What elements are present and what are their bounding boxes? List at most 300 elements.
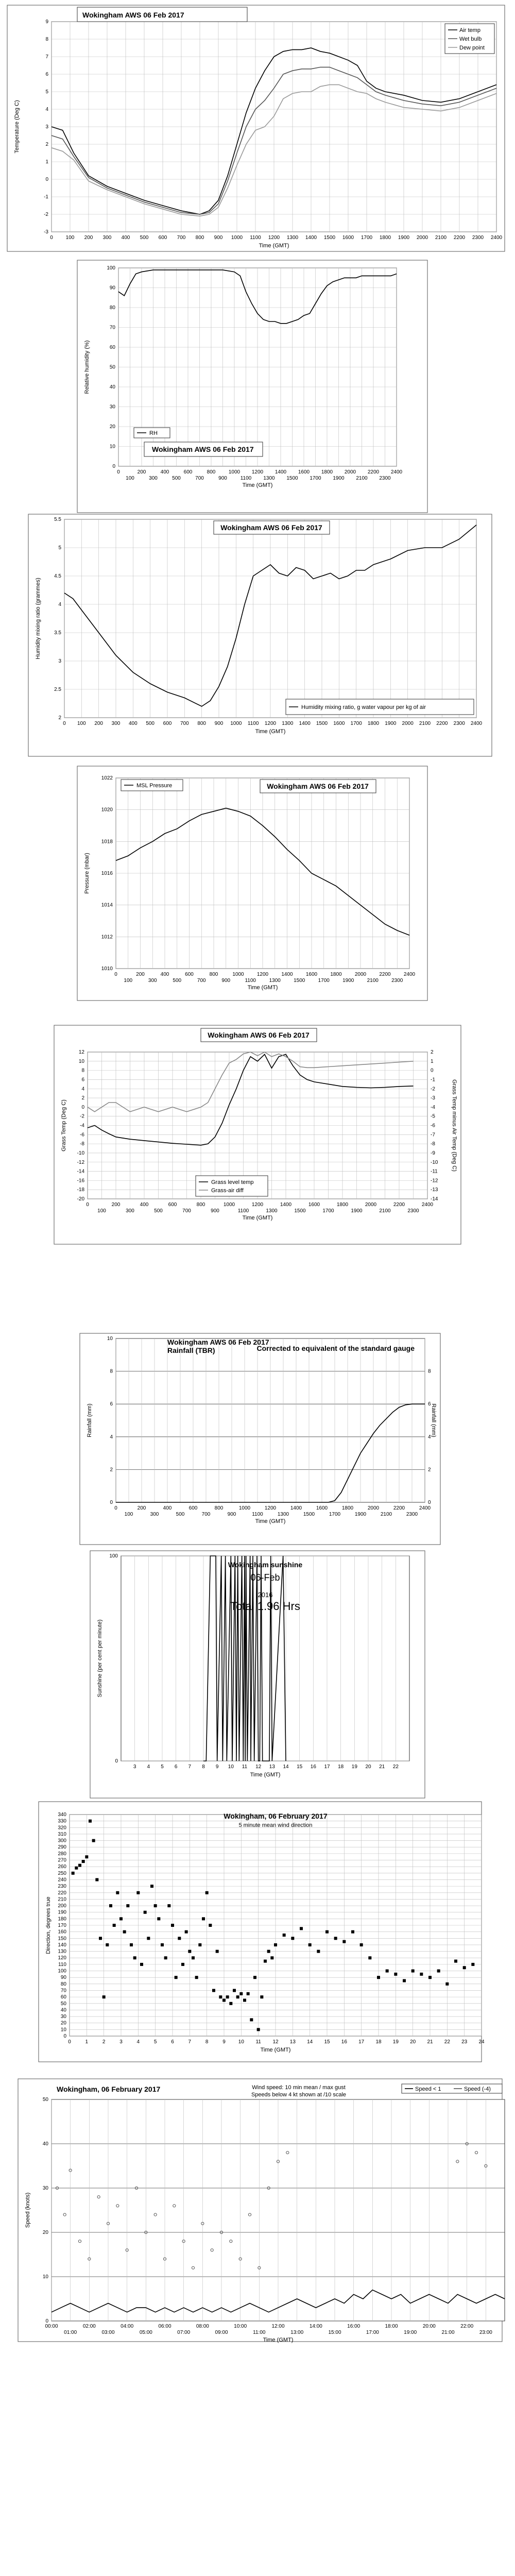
chart-panel-7 bbox=[90, 1551, 425, 1798]
legend-label: MSL Pressure bbox=[136, 783, 173, 789]
y-tick-label: 160 bbox=[58, 1929, 66, 1935]
x-tick-label: 2400 bbox=[470, 721, 483, 726]
x-tick-label: 16 bbox=[310, 1764, 316, 1770]
x-tick-label: 01:00 bbox=[64, 2330, 77, 2335]
x-tick-label: 18:00 bbox=[385, 2324, 398, 2329]
data-point bbox=[420, 1973, 423, 1976]
x-tick-label: 13 bbox=[289, 2039, 296, 2045]
x-tick-label: 23 bbox=[461, 2039, 468, 2045]
data-point bbox=[403, 1979, 406, 1982]
y-tick-label: 6 bbox=[45, 72, 48, 77]
data-point bbox=[247, 1992, 250, 1995]
data-point bbox=[188, 1950, 191, 1953]
x-tick-label: 2100 bbox=[356, 476, 368, 481]
x-tick-label: 200 bbox=[136, 972, 145, 977]
x-tick-label: 100 bbox=[77, 721, 86, 726]
x-tick-label: 1400 bbox=[290, 1505, 302, 1511]
data-point bbox=[181, 1963, 184, 1966]
x-tick-label: 1900 bbox=[385, 721, 397, 726]
y-axis-label: Sunshine (per cent per minute) bbox=[97, 1619, 103, 1698]
data-point bbox=[463, 1966, 466, 1969]
x-tick-label: 100 bbox=[124, 978, 133, 984]
y2-tick-label: 2 bbox=[428, 1467, 431, 1473]
data-point bbox=[109, 1904, 112, 1907]
y-tick-label: 6 bbox=[81, 1077, 84, 1083]
y-tick-label: 20 bbox=[42, 2230, 48, 2235]
x-tick-label: 500 bbox=[146, 721, 155, 726]
legend-label: Air temp bbox=[459, 27, 480, 33]
y-tick-label: 3 bbox=[45, 124, 48, 130]
x-tick-label: 21:00 bbox=[441, 2330, 455, 2335]
data-point bbox=[233, 1989, 236, 1992]
x-tick-label: 600 bbox=[158, 235, 167, 241]
data-point bbox=[123, 1930, 126, 1934]
x-tick-label: 1300 bbox=[277, 1512, 289, 1517]
y-tick-label: 260 bbox=[58, 1864, 66, 1870]
y-tick-label: 100 bbox=[107, 265, 115, 271]
data-point bbox=[198, 1943, 201, 1946]
x-tick-label: 1200 bbox=[264, 721, 277, 726]
data-point bbox=[167, 1904, 170, 1907]
x-tick-label: 1900 bbox=[398, 235, 410, 241]
y-tick-label: 4 bbox=[81, 1086, 84, 1092]
data-point bbox=[222, 1998, 226, 2002]
x-tick-label: 5 bbox=[153, 2039, 157, 2045]
y-tick-label: 50 bbox=[60, 2001, 66, 2007]
y-tick-label: 0 bbox=[115, 1758, 118, 1764]
x-tick-label: 1800 bbox=[367, 721, 380, 726]
data-point bbox=[267, 1950, 270, 1953]
y-tick-label: 5 bbox=[58, 545, 61, 551]
x-tick-label: 1600 bbox=[308, 1202, 320, 1208]
y-tick-label: 10 bbox=[109, 444, 115, 450]
legend-label: Humidity mixing ratio, g water vapour per kg of air bbox=[301, 704, 426, 710]
y-tick-label: 30 bbox=[60, 2014, 66, 2020]
y-tick-label: -4 bbox=[80, 1123, 84, 1129]
y-tick-label: 280 bbox=[58, 1851, 66, 1857]
y-tick-label: 0 bbox=[81, 1104, 84, 1110]
plot-area bbox=[121, 1556, 409, 1761]
y-tick-label: -8 bbox=[80, 1141, 84, 1147]
y2-axis-label: Rainfall (mm) bbox=[431, 1403, 437, 1437]
data-point bbox=[147, 1937, 150, 1940]
data-point bbox=[274, 1943, 277, 1946]
x-axis-label: Time (GMT) bbox=[250, 1772, 281, 1778]
x-tick-label: 1100 bbox=[237, 1208, 249, 1214]
data-point bbox=[394, 1973, 397, 1976]
y-tick-label: 340 bbox=[58, 1812, 66, 1818]
x-tick-label: 1500 bbox=[323, 235, 336, 241]
legend-label: Grass level temp bbox=[211, 1179, 254, 1185]
chart-title: Wokingham AWS 06 Feb 2017 bbox=[152, 445, 254, 453]
y-tick-label: 80 bbox=[109, 305, 115, 311]
x-tick-label: 1400 bbox=[280, 1202, 292, 1208]
x-tick-label: 500 bbox=[154, 1208, 163, 1214]
legend-label: RH bbox=[149, 430, 158, 436]
x-tick-label: 1900 bbox=[354, 1512, 367, 1517]
x-tick-label: 0 bbox=[68, 2039, 71, 2045]
x-tick-label: 300 bbox=[102, 235, 112, 241]
x-tick-label: 2100 bbox=[380, 1512, 392, 1517]
y-tick-label: 1010 bbox=[101, 966, 113, 972]
x-tick-label: 1800 bbox=[341, 1505, 354, 1511]
data-point bbox=[99, 1937, 102, 1940]
x-tick-label: 6 bbox=[171, 2039, 174, 2045]
x-axis-label: Time (GMT) bbox=[242, 482, 273, 488]
x-tick-label: 0 bbox=[86, 1202, 89, 1208]
y-tick-label: 4 bbox=[58, 602, 61, 607]
x-tick-label: 1800 bbox=[379, 235, 391, 241]
data-point bbox=[253, 1976, 256, 1979]
x-tick-label: 500 bbox=[140, 235, 149, 241]
x-tick-label: 400 bbox=[163, 1505, 172, 1511]
x-tick-label: 2000 bbox=[354, 972, 367, 977]
y2-tick-label: -6 bbox=[431, 1123, 435, 1129]
x-tick-label: 800 bbox=[197, 721, 207, 726]
chart-year: 2016 bbox=[258, 1591, 273, 1599]
y-axis-label: Rainfall (mm) bbox=[87, 1403, 93, 1437]
y-tick-label: 2 bbox=[45, 142, 48, 147]
data-point bbox=[386, 1970, 389, 1973]
x-tick-label: 700 bbox=[197, 978, 206, 984]
x-tick-label: 1300 bbox=[269, 978, 281, 984]
x-tick-label: 21 bbox=[379, 1764, 385, 1770]
x-tick-label: 11 bbox=[242, 1764, 248, 1770]
data-point bbox=[351, 1930, 354, 1934]
chart-panel-9 bbox=[18, 2079, 505, 2343]
y-tick-label: 220 bbox=[58, 1890, 66, 1896]
x-tick-label: 0 bbox=[114, 1505, 117, 1511]
x-tick-label: 200 bbox=[84, 235, 93, 241]
chart-panel-3 bbox=[28, 514, 492, 756]
x-tick-label: 400 bbox=[160, 972, 169, 977]
chart-panel-6 bbox=[80, 1333, 440, 1545]
y-axis-label: Direction, degrees true bbox=[45, 1896, 52, 1954]
x-tick-label: 500 bbox=[172, 476, 181, 481]
x-tick-label: 800 bbox=[196, 1202, 205, 1208]
x-tick-label: 600 bbox=[188, 1505, 198, 1511]
x-tick-label: 0 bbox=[114, 972, 117, 977]
x-tick-label: 900 bbox=[214, 235, 223, 241]
x-tick-label: 4 bbox=[136, 2039, 140, 2045]
legend-label: Dew point bbox=[459, 45, 485, 51]
x-tick-label: 2400 bbox=[419, 1505, 431, 1511]
y-tick-label: 10 bbox=[42, 2274, 48, 2280]
x-tick-label: 1400 bbox=[274, 469, 287, 475]
x-axis-label: Time (GMT) bbox=[260, 2047, 291, 2053]
x-tick-label: 1200 bbox=[251, 1202, 264, 1208]
x-tick-label: 1000 bbox=[228, 469, 241, 475]
y-axis-label: Pressure (mbar) bbox=[84, 853, 90, 894]
x-tick-label: 8 bbox=[202, 1764, 205, 1770]
data-point bbox=[300, 1927, 303, 1930]
data-point bbox=[89, 1820, 92, 1823]
data-point bbox=[360, 1943, 363, 1946]
data-point bbox=[75, 1867, 78, 1870]
y2-tick-label: 2 bbox=[431, 1049, 434, 1055]
data-point bbox=[264, 1960, 267, 1963]
y-tick-label: 2 bbox=[58, 715, 61, 721]
y-tick-label: 70 bbox=[60, 1988, 66, 1994]
y-tick-label: 40 bbox=[42, 2141, 48, 2147]
data-point bbox=[185, 1930, 188, 1934]
y-tick-label: 4.5 bbox=[54, 573, 61, 579]
y2-tick-label: 0 bbox=[428, 1500, 431, 1505]
x-tick-label: 0 bbox=[117, 469, 120, 475]
data-point bbox=[95, 1878, 98, 1881]
y-tick-label: 10 bbox=[107, 1336, 113, 1342]
data-point bbox=[154, 1904, 157, 1907]
x-tick-label: 900 bbox=[218, 476, 227, 481]
data-point bbox=[270, 1956, 273, 1959]
x-tick-label: 0 bbox=[63, 721, 66, 726]
y-tick-label: 250 bbox=[58, 1870, 66, 1876]
x-tick-label: 05:00 bbox=[139, 2330, 152, 2335]
chart-title: Wokingham AWS 06 Feb 2017 bbox=[82, 11, 184, 19]
y-tick-label: 5.5 bbox=[54, 517, 61, 522]
y2-tick-label: 8 bbox=[428, 1368, 431, 1375]
y-tick-label: -1 bbox=[44, 194, 48, 200]
y-tick-label: 20 bbox=[109, 424, 115, 430]
data-point bbox=[144, 1911, 147, 1914]
data-point bbox=[216, 1950, 219, 1953]
y-tick-label: 270 bbox=[58, 1857, 66, 1863]
x-tick-label: 200 bbox=[111, 1202, 121, 1208]
data-point bbox=[291, 1937, 294, 1940]
x-tick-label: 1600 bbox=[298, 469, 310, 475]
y-tick-label: -2 bbox=[44, 212, 48, 217]
y2-tick-label: -14 bbox=[431, 1196, 438, 1202]
x-tick-label: 9 bbox=[215, 1764, 219, 1770]
x-tick-label: 400 bbox=[160, 469, 169, 475]
x-tick-label: 2000 bbox=[416, 235, 428, 241]
x-tick-label: 1400 bbox=[281, 972, 293, 977]
x-tick-label: 13 bbox=[269, 1764, 275, 1770]
y-tick-label: 2 bbox=[110, 1467, 113, 1473]
x-tick-label: 400 bbox=[121, 235, 130, 241]
data-point bbox=[209, 1924, 212, 1927]
x-tick-label: 10 bbox=[238, 2039, 244, 2045]
x-axis-label: Time (GMT) bbox=[263, 2337, 294, 2343]
x-tick-label: 800 bbox=[214, 1505, 224, 1511]
chart-note: Speeds below 4 kt shown at /10 scale bbox=[251, 2092, 347, 2098]
x-tick-label: 15 bbox=[324, 2039, 330, 2045]
x-tick-label: 1500 bbox=[303, 1512, 315, 1517]
data-point bbox=[229, 2002, 232, 2005]
y2-tick-label: -4 bbox=[431, 1104, 435, 1110]
x-tick-label: 100 bbox=[124, 1512, 133, 1517]
x-tick-label: 700 bbox=[177, 235, 186, 241]
x-tick-label: 400 bbox=[140, 1202, 149, 1208]
y-tick-label: 290 bbox=[58, 1844, 66, 1851]
x-axis-label: Time (GMT) bbox=[255, 1518, 286, 1524]
y-tick-label: 120 bbox=[58, 1955, 66, 1961]
data-point bbox=[133, 1956, 136, 1959]
x-tick-label: 1300 bbox=[263, 476, 275, 481]
chart-panel-5 bbox=[54, 1025, 461, 1244]
x-tick-label: 1400 bbox=[299, 721, 311, 726]
x-tick-label: 600 bbox=[163, 721, 172, 726]
x-tick-label: 20 bbox=[365, 1764, 371, 1770]
x-tick-label: 1200 bbox=[251, 469, 264, 475]
x-tick-label: 1600 bbox=[305, 972, 318, 977]
x-tick-label: 2200 bbox=[453, 235, 466, 241]
y-tick-label: 9 bbox=[45, 19, 48, 25]
data-point bbox=[130, 1943, 133, 1946]
y-tick-label: 230 bbox=[58, 1884, 66, 1890]
y-tick-label: 50 bbox=[42, 2097, 48, 2103]
data-point bbox=[342, 1940, 346, 1943]
y-tick-label: 0 bbox=[63, 2033, 66, 2039]
x-tick-label: 100 bbox=[126, 476, 134, 481]
x-axis-label: Time (GMT) bbox=[247, 985, 278, 991]
y2-tick-label: -11 bbox=[431, 1168, 438, 1175]
y2-tick-label: 6 bbox=[428, 1401, 431, 1408]
data-point bbox=[334, 1937, 337, 1940]
y-tick-label: 2.5 bbox=[54, 687, 61, 692]
x-tick-label: 600 bbox=[168, 1202, 177, 1208]
chart-title: Wokingham AWS 06 Feb 2017 bbox=[208, 1031, 310, 1039]
x-tick-label: 1300 bbox=[286, 235, 299, 241]
x-tick-label: 08:00 bbox=[196, 2324, 209, 2329]
chart-title: Wokingham AWS 06 Feb 2017 bbox=[220, 523, 322, 532]
y-tick-label: 100 bbox=[58, 1968, 66, 1974]
x-tick-label: 12 bbox=[255, 1764, 262, 1770]
y2-tick-label: 4 bbox=[428, 1434, 431, 1440]
y-tick-label: 1012 bbox=[101, 934, 113, 940]
x-tick-label: 1800 bbox=[336, 1202, 349, 1208]
data-point bbox=[428, 1976, 432, 1979]
data-point bbox=[171, 1924, 174, 1927]
x-tick-label: 500 bbox=[173, 978, 182, 984]
x-tick-label: 1500 bbox=[294, 1208, 306, 1214]
data-point bbox=[175, 1976, 178, 1979]
data-point bbox=[236, 1995, 239, 1998]
x-tick-label: 1500 bbox=[294, 978, 305, 984]
data-point bbox=[212, 1989, 215, 1992]
y-tick-label: 140 bbox=[58, 1942, 66, 1948]
x-tick-label: 600 bbox=[185, 972, 194, 977]
data-point bbox=[205, 1891, 209, 1894]
y2-axis-label: Grass Temp minus Air Temp (Deg C) bbox=[451, 1079, 457, 1172]
x-tick-label: 13:00 bbox=[290, 2330, 304, 2335]
x-tick-label: 20 bbox=[410, 2039, 416, 2045]
data-point bbox=[260, 1995, 263, 1998]
chart-note: Corrected to equivalent of the standard gauge bbox=[256, 1344, 415, 1352]
data-point bbox=[72, 1872, 75, 1875]
x-tick-label: 10 bbox=[228, 1764, 234, 1770]
y-tick-label: 90 bbox=[60, 1975, 66, 1981]
data-point bbox=[78, 1864, 81, 1867]
x-tick-label: 09:00 bbox=[215, 2330, 228, 2335]
y-tick-label: 12 bbox=[78, 1049, 84, 1055]
data-point bbox=[283, 1934, 286, 1937]
data-point bbox=[325, 1930, 329, 1934]
x-tick-label: 1000 bbox=[223, 1202, 235, 1208]
data-point bbox=[126, 1904, 129, 1907]
data-point bbox=[202, 1917, 205, 1920]
x-tick-label: 1700 bbox=[310, 476, 321, 481]
x-tick-label: 22 bbox=[392, 1764, 399, 1770]
y2-tick-label: 1 bbox=[431, 1058, 434, 1064]
legend-label: Speed < 1 bbox=[415, 2086, 441, 2092]
chart-title: Wokingham, 06 February 2017 bbox=[224, 1812, 328, 1820]
y2-tick-label: -9 bbox=[431, 1150, 435, 1156]
x-tick-label: 21 bbox=[427, 2039, 433, 2045]
x-tick-label: 16:00 bbox=[347, 2324, 360, 2329]
y-tick-label: 40 bbox=[109, 384, 115, 390]
y-tick-label: 7 bbox=[45, 54, 48, 60]
x-tick-label: 1700 bbox=[329, 1512, 341, 1517]
x-tick-label: 2000 bbox=[402, 721, 414, 726]
x-tick-label: 2200 bbox=[393, 1202, 405, 1208]
y-tick-label: 310 bbox=[58, 1831, 66, 1837]
data-point bbox=[437, 1970, 440, 1973]
y-tick-label: 240 bbox=[58, 1877, 66, 1883]
y-tick-label: 40 bbox=[60, 2007, 66, 2013]
x-tick-label: 300 bbox=[111, 721, 121, 726]
x-tick-label: 200 bbox=[137, 1505, 146, 1511]
x-tick-label: 14 bbox=[283, 1764, 289, 1770]
data-point bbox=[454, 1960, 457, 1963]
y-tick-label: 180 bbox=[58, 1916, 66, 1922]
x-tick-label: 2000 bbox=[344, 469, 356, 475]
y-tick-label: -3 bbox=[44, 229, 48, 235]
y-tick-label: 1 bbox=[45, 159, 48, 165]
y-tick-label: 6 bbox=[110, 1401, 113, 1408]
y2-tick-label: -8 bbox=[431, 1141, 435, 1147]
x-tick-label: 2300 bbox=[472, 235, 484, 241]
y-tick-label: -16 bbox=[77, 1178, 84, 1184]
data-point bbox=[219, 1995, 222, 1998]
x-tick-label: 18 bbox=[338, 1764, 344, 1770]
x-tick-label: 2300 bbox=[453, 721, 465, 726]
data-point bbox=[119, 1917, 123, 1920]
y-tick-label: 5 bbox=[45, 89, 48, 95]
data-point bbox=[85, 1855, 88, 1858]
x-tick-label: 1000 bbox=[230, 721, 242, 726]
y-tick-label: -2 bbox=[80, 1113, 84, 1120]
y2-tick-label: -1 bbox=[431, 1077, 435, 1083]
x-tick-label: 2100 bbox=[367, 978, 379, 984]
data-point bbox=[377, 1976, 380, 1979]
y-tick-label: 100 bbox=[109, 1553, 118, 1559]
x-tick-label: 2300 bbox=[379, 476, 391, 481]
chart-title: Wokingham AWS 06 Feb 2017 bbox=[267, 782, 369, 790]
y-tick-label: 50 bbox=[109, 364, 115, 370]
y-tick-label: 1016 bbox=[101, 871, 113, 876]
x-tick-label: 600 bbox=[183, 469, 193, 475]
y-tick-label: -20 bbox=[77, 1196, 84, 1202]
data-point bbox=[195, 1976, 198, 1979]
y-tick-label: 130 bbox=[58, 1948, 66, 1955]
y-tick-label: 190 bbox=[58, 1909, 66, 1916]
x-tick-label: 02:00 bbox=[82, 2324, 96, 2329]
x-tick-label: 1500 bbox=[316, 721, 328, 726]
x-tick-label: 6 bbox=[174, 1764, 178, 1770]
y-tick-label: 210 bbox=[58, 1896, 66, 1903]
y-axis-label: Humidity mixing ratio (grammes) bbox=[35, 578, 41, 659]
x-tick-label: 24 bbox=[478, 2039, 485, 2045]
x-tick-label: 16 bbox=[341, 2039, 347, 2045]
x-tick-label: 4 bbox=[147, 1764, 150, 1770]
x-tick-label: 1800 bbox=[321, 469, 333, 475]
x-tick-label: 1200 bbox=[256, 972, 269, 977]
chart-panel-2 bbox=[77, 260, 427, 513]
x-tick-label: 12:00 bbox=[271, 2324, 285, 2329]
data-point bbox=[136, 1891, 140, 1894]
x-tick-label: 9 bbox=[222, 2039, 226, 2045]
